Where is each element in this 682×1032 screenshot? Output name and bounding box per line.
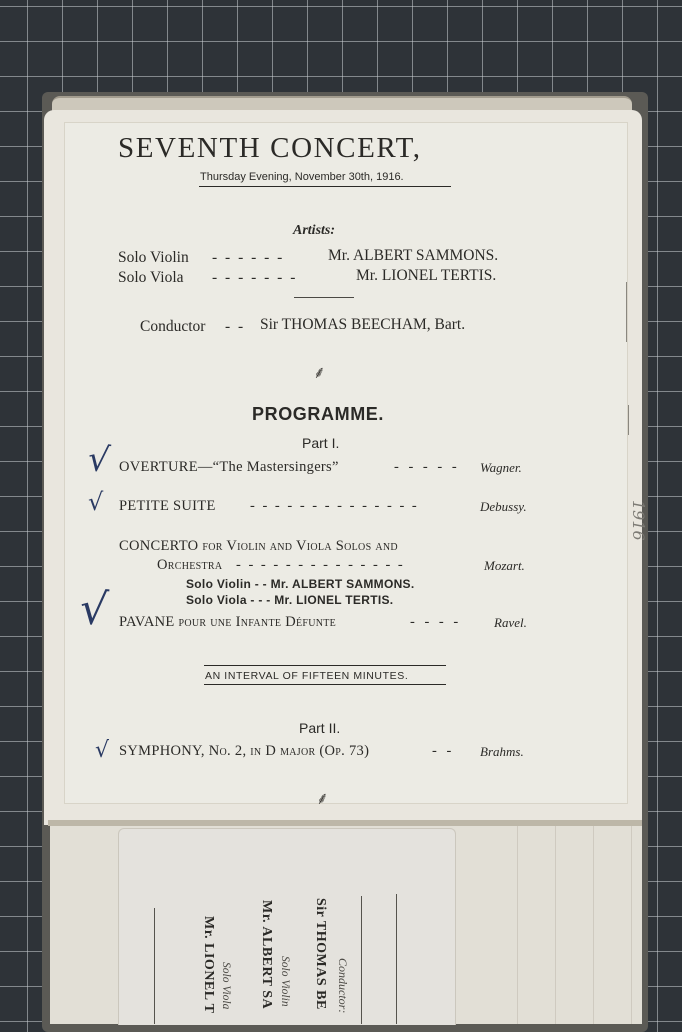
composer-debussy: Debussy. (480, 499, 527, 514)
lower-card-rule-left (154, 908, 155, 1024)
item-symphony-dashes: - - (432, 743, 455, 759)
lower-viola-label: Solo Viola (220, 962, 232, 1010)
lower-violin-label: Solo Violin (279, 956, 291, 1007)
item-pavane: PAVANE pour une Infante Défunte (119, 614, 337, 630)
lower-conductor-label: Conductor: (336, 958, 350, 1014)
conductor-dashes: - - (225, 318, 246, 335)
item-concerto: CONCERTO for Violin and Viola Solos and (119, 538, 398, 554)
pencil-check-mark-icon: √ (95, 738, 110, 763)
concert-date: Thursday Evening, November 30th, 1916. (200, 171, 404, 183)
margin-pencil-stroke (626, 282, 627, 342)
conductor-name: Sir THOMAS BEECHAM, Bart. (260, 316, 466, 333)
pencil-check-mark-icon: √ (78, 583, 110, 636)
lower-card-rule-right (396, 894, 397, 1024)
artist-dashes-viola: - - - - - - - (212, 269, 298, 286)
lower-viola-name: Mr. LIONEL T (201, 916, 216, 1014)
artist-name-violin: Mr. ALBERT SAMMONS. (328, 247, 499, 264)
lower-conductor-name: Sir THOMAS BE (313, 898, 328, 1010)
item-petite-suite-dashes: - - - - - - - - - - - - - - (250, 498, 419, 514)
part-two-heading: Part II. (299, 720, 341, 736)
composer-mozart: Mozart. (484, 558, 525, 573)
artist-role-violin: Solo Violin (118, 249, 189, 266)
concert-title: SEVENTH CONCERT, (118, 132, 422, 164)
item-concerto-dashes: - - - - - - - - - - - - - - (236, 557, 405, 573)
programme-heading: PROGRAMME. (252, 404, 384, 424)
concerto-soloist-violin: Solo Violin - - Mr. ALBERT SAMMONS. (186, 577, 415, 591)
conductor-role: Conductor (140, 318, 206, 335)
item-petite-suite: PETITE SUITE (119, 498, 216, 514)
artist-role-viola: Solo Viola (118, 269, 184, 286)
pencil-check-mark-icon: √ (88, 488, 104, 516)
section-divider (294, 297, 354, 298)
interval-rule-top (204, 665, 446, 666)
lower-page-ruling (480, 826, 640, 1024)
item-overture-dashes: - - - - - (394, 459, 460, 475)
ornament-lower: ⸙ (316, 789, 329, 808)
item-overture: OVERTURE—“The Mastersingers” (119, 459, 339, 475)
ornament-upper: ⸙ (313, 363, 326, 382)
composer-brahms: Brahms. (480, 744, 524, 759)
composer-ravel: Ravel. (494, 615, 527, 630)
part-one-heading: Part I. (302, 435, 340, 451)
item-pavane-dashes: - - - - (410, 614, 462, 630)
pencil-check-mark-icon: √ (85, 438, 112, 482)
artist-dashes-violin: - - - - - - (212, 249, 285, 266)
lower-card-rule-mid (361, 896, 362, 1024)
date-underline (199, 186, 451, 187)
item-concerto-orchestra: Orchestra (157, 557, 223, 573)
lower-violin-name: Mr. ALBERT SA (259, 900, 274, 1010)
interval-rule-bottom (204, 684, 446, 685)
item-symphony: SYMPHONY, No. 2, in D major (Op. 73) (119, 743, 370, 759)
interval-notice: AN INTERVAL OF FIFTEEN MINUTES. (205, 670, 409, 682)
artist-name-viola: Mr. LIONEL TERTIS. (356, 267, 497, 284)
margin-pencil-stroke (628, 405, 629, 435)
margin-pencil-note: 1916 (629, 500, 648, 541)
composer-wagner: Wagner. (480, 460, 522, 475)
artists-heading: Artists: (293, 223, 336, 238)
concerto-soloist-viola: Solo Viola - - - Mr. LIONEL TERTIS. (186, 593, 394, 607)
